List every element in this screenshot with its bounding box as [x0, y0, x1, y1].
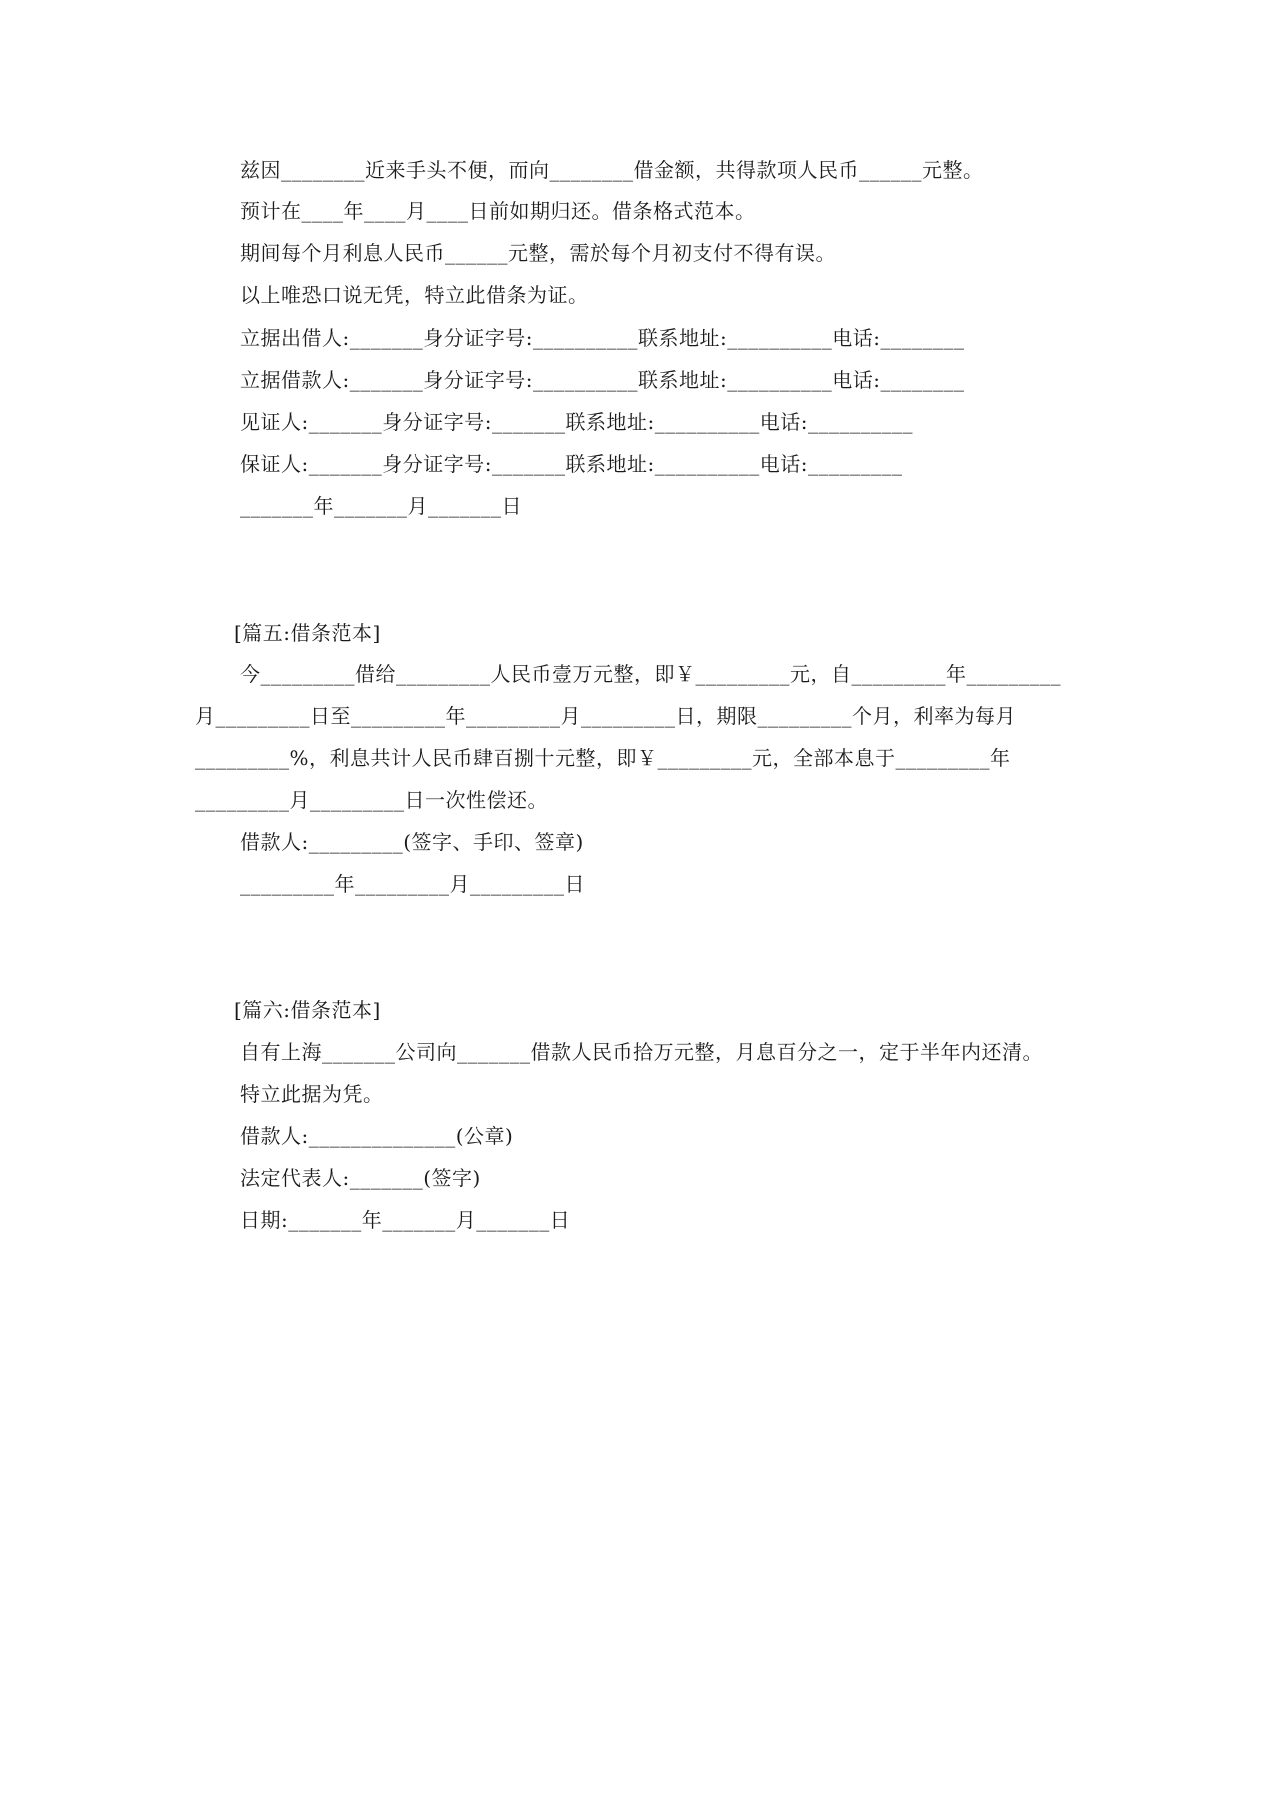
s4-line-3: 期间每个月利息人民币______元整，需於每个月初支付不得有误。	[240, 241, 836, 265]
s4-borrower-line: 立据借款人:_______身分证字号:__________联系地址:__________电话:________	[240, 368, 965, 392]
section6-heading: [篇六:借条范本]	[234, 998, 381, 1022]
s6-borrower-line: 借款人:______________(公章)	[240, 1124, 514, 1148]
s4-line-2: 预计在____年____月____日前如期归还。借条格式范本。	[240, 199, 756, 223]
s4-lender-line: 立据出借人:_______身分证字号:__________联系地址:__________电话:________	[240, 326, 965, 350]
s6-line-2: 特立此据为凭。	[240, 1082, 384, 1106]
s5-line-1: 今_________借给_________人民币壹万元整，即￥_________元，自_________年_________	[240, 662, 1061, 686]
s6-line-1: 自有上海_______公司向_______借款人民币拾万元整，月息百分之一，定于半年内还清。	[240, 1040, 1043, 1064]
s5-date-line: _________年_________月_________日	[240, 872, 585, 896]
s4-witness-line: 见证人:_______身分证字号:_______联系地址:__________电话:__________	[240, 410, 913, 434]
s5-line-3: _________%，利息共计人民币肆百捌十元整，即￥_________元，全部本息于_________年	[195, 746, 1011, 770]
s6-legal-rep-line: 法定代表人:_______(签字)	[240, 1166, 481, 1190]
s6-date-line: 日期:_______年_______月_______日	[240, 1208, 571, 1232]
s4-line-1: 兹因________近来手头不便，而向________借金额，共得款项人民币______元整。	[240, 158, 984, 182]
s4-guarantor-line: 保证人:_______身分证字号:_______联系地址:__________电话:_________	[240, 452, 903, 476]
s4-line-4: 以上唯恐口说无凭，特立此借条为证。	[240, 283, 589, 307]
s5-line-4: _________月_________日一次性偿还。	[195, 788, 548, 812]
s5-line-2: 月_________日至_________年_________月_________日，期限_________个月，利率为每月	[195, 704, 1016, 728]
s5-borrower-line: 借款人:_________(签字、手印、签章)	[240, 830, 584, 854]
s4-date-line: _______年_______月_______日	[240, 494, 522, 518]
section5-heading: [篇五:借条范本]	[234, 621, 381, 645]
